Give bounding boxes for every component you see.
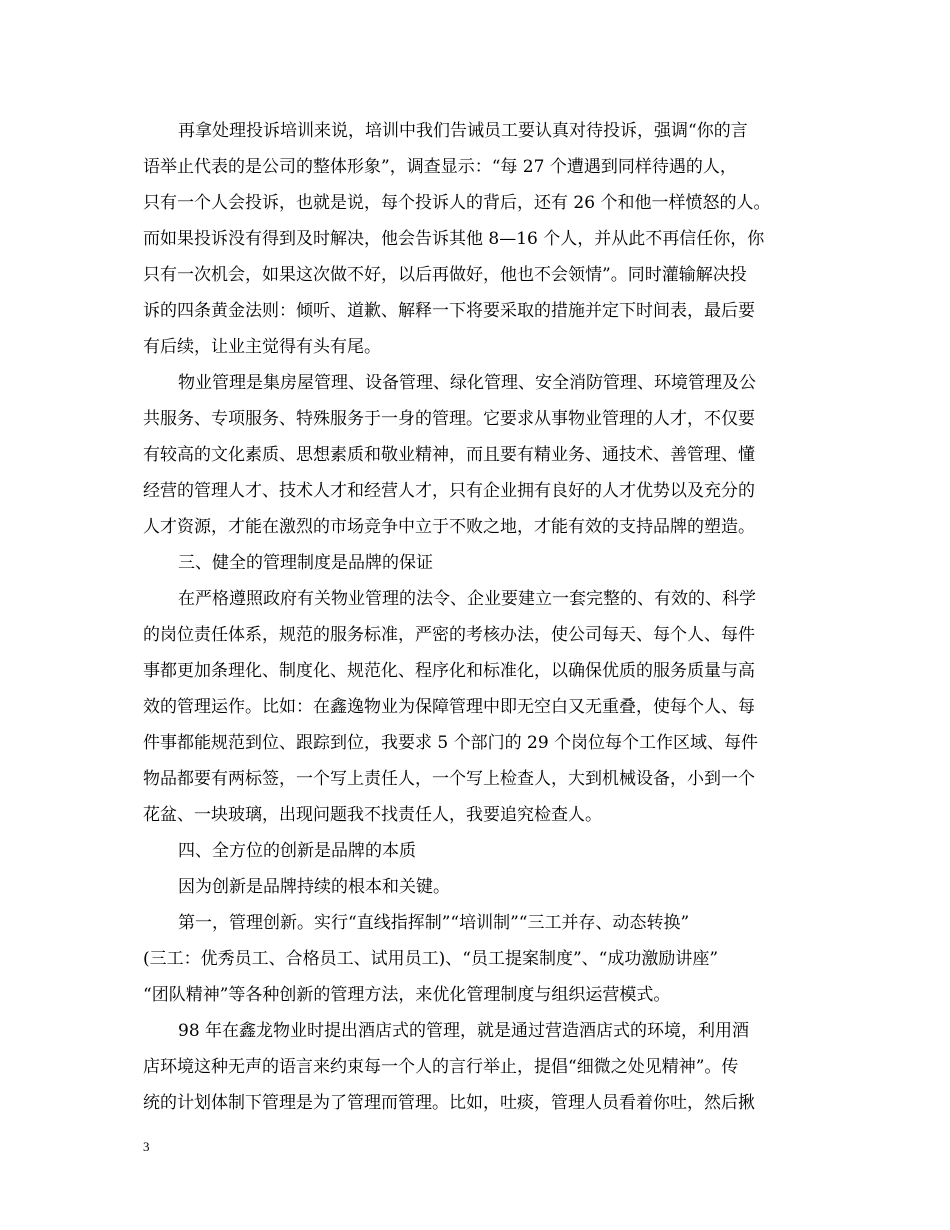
text-line: 而如果投诉没有得到及时解决，他会告诉其他 8—16 个人，并从此不再信任你，你 <box>143 229 765 249</box>
document-body <box>143 113 815 1121</box>
text-line: 事都更加条理化、制度化、规范化、程序化和标准化，以确保优质的服务质量与高 <box>143 661 755 681</box>
text-line: 再拿处理投诉培训来说，培训中我们告诫员工要认真对待投诉，强调“你的言 <box>178 121 748 141</box>
page-number: 3 <box>143 1139 150 1154</box>
text-line: 人才资源，才能在激烈的市场竞争中立于不败之地，才能有效的支持品牌的塑造。 <box>143 517 755 537</box>
text-line: 98 年在鑫龙物业时提出酒店式的管理，就是通过营造酒店式的环境，利用酒 <box>178 1021 750 1041</box>
text-line: 诉的四条黄金法则：倾听、道歉、解释一下将要采取的措施并定下时间表，最后要 <box>143 301 755 321</box>
text-line: “团队精神”等各种创新的管理方法，来优化管理制度与组织运营模式。 <box>143 985 671 1005</box>
text-line: 四、全方位的创新是品牌的本质 <box>178 841 416 861</box>
text-line: 三、健全的管理制度是品牌的保证 <box>178 553 433 573</box>
text-line: (三工：优秀员工、合格员工、试用员工)、“员工提案制度”、“成功激励讲座” <box>143 949 719 969</box>
text-line: 效的管理运作。比如：在鑫逸物业为保障管理中即无空白又无重叠，使每个人、每 <box>143 697 755 717</box>
text-line: 物品都要有两标签，一个写上责任人，一个写上检查人，大到机械设备，小到一个 <box>143 769 755 789</box>
text-line: 店环境这种无声的语言来约束每一个人的言行举止，提倡“细微之处见精神”。传 <box>143 1057 739 1077</box>
text-line: 的岗位责任体系，规范的服务标准，严密的考核办法，使公司每天、每个人、每件 <box>143 625 755 645</box>
text-line: 在严格遵照政府有关物业管理的法令、企业要建立一套完整的、有效的、科学 <box>178 589 756 609</box>
text-line: 有后续，让业主觉得有头有尾。 <box>143 337 381 357</box>
text-line: 有较高的文化素质、思想素质和敬业精神，而且要有精业务、通技术、善管理、懂 <box>143 445 755 465</box>
text-line: 物业管理是集房屋管理、设备管理、绿化管理、安全消防管理、环境管理及公 <box>178 373 756 393</box>
text-line: 经营的管理人才、技术人才和经营人才，只有企业拥有良好的人才优势以及充分的 <box>143 481 755 501</box>
text-line: 花盆、一块玻璃，出现问题我不找责任人，我要追究检查人。 <box>143 805 602 825</box>
text-line: 只有一个人会投诉，也就是说，每个投诉人的背后，还有 26 个和他一样愤怒的人。 <box>143 193 771 213</box>
text-line: 语举止代表的是公司的整体形象”，调查显示：“每 27 个遭遇到同样待遇的人， <box>143 157 737 177</box>
text-line: 第一，管理创新。实行“直线指挥制”“培训制”“三工并存、动态转换” <box>178 913 690 933</box>
text-line: 件事都能规范到位、跟踪到位，我要求 5 个部门的 29 个岗位每个工作区域、每件 <box>143 733 759 753</box>
text-line: 因为创新是品牌持续的根本和关键。 <box>178 877 450 897</box>
text-line: 统的计划体制下管理是为了管理而管理。比如，吐痰，管理人员看着你吐，然后揪 <box>143 1093 755 1113</box>
text-line: 共服务、专项服务、特殊服务于一身的管理。它要求从事物业管理的人才，不仅要 <box>143 409 755 429</box>
text-line: 只有一次机会，如果这次做不好，以后再做好，他也不会领情”。同时灌输解决投 <box>143 265 747 285</box>
